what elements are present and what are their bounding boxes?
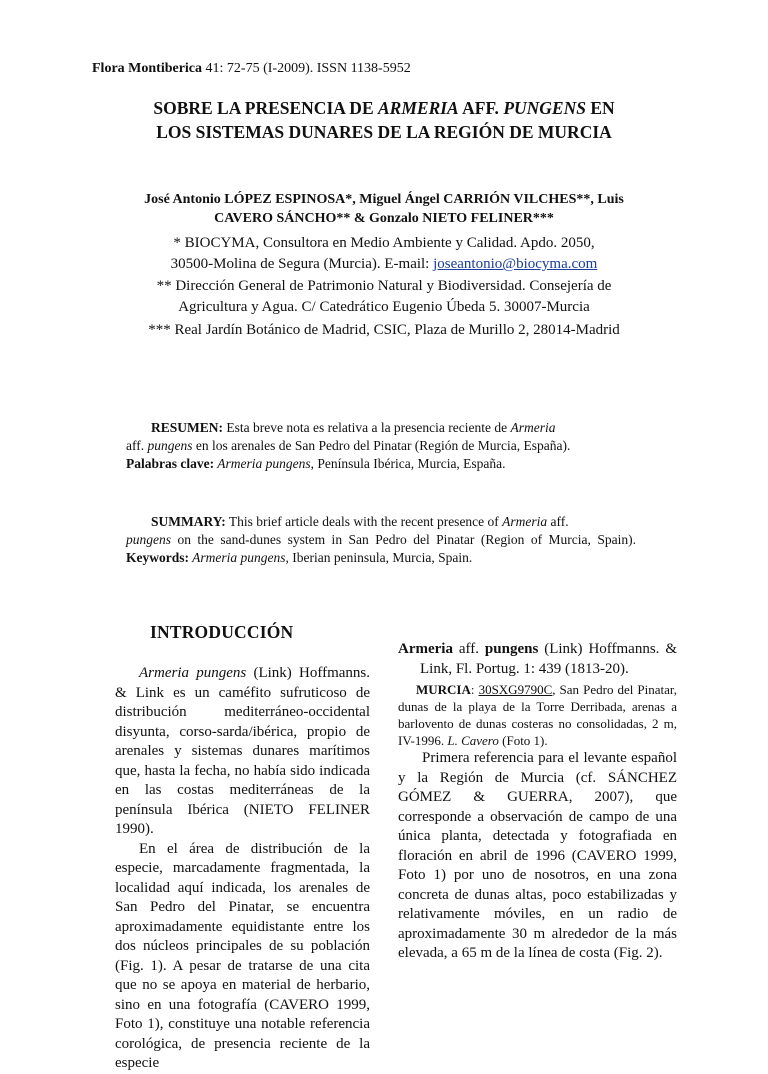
specimen-collector: L. Cavero [447, 733, 499, 748]
authors-line2: CAVERO SÁNCHO** & Gonzalo NIETO FELINER*** [214, 211, 554, 226]
aff3-line: *** Real Jardín Botánico de Madrid, CSIC, Plaza de Murillo 2, 28014-Madrid [148, 322, 620, 338]
summary-text2: aff. [547, 514, 569, 529]
article-title [80, 96, 688, 144]
species-genus: Armeria [398, 641, 453, 657]
specimen-record [398, 681, 677, 749]
journal-volume: 41: 72-75 (I-2009). ISSN 1138-5952 [202, 61, 411, 76]
summary-genus: Armeria [502, 514, 548, 529]
summary-species: pungens [126, 532, 171, 547]
aff1-line2: 30500-Molina de Segura (Murcia). E-mail: [170, 256, 434, 272]
intro-paragraph-1 [115, 664, 370, 840]
journal-name: Flora Montiberica [92, 61, 203, 76]
species-aff: aff. [452, 641, 485, 657]
keywords-label: Keywords: [126, 550, 189, 565]
species-epithet: pungens [484, 641, 539, 657]
summary-label: SUMMARY: [151, 514, 226, 529]
specimen-locality: , San Pedro del Pinatar, dunas de la playa de la Torre Derribada, arenas a barlovento de dunas costeras no consolidadas, 2 m, IV-1996. [398, 682, 677, 748]
species-authority: (Link) Hoffmanns. & Link, Fl. Portug. 1: 439 (1813-20). [420, 641, 677, 677]
title-part1: SOBRE LA PRESENCIA DE [153, 98, 378, 118]
keywords-italic: Armeria pungens [189, 550, 286, 565]
palabras-clave-rest: , Península Ibérica, Murcia, España. [310, 456, 506, 471]
aff2-line2: Agricultura y Agua. C/ Catedrático Eugenio Úbeda 5. 30007-Murcia [178, 299, 590, 315]
intro-paragraph-2: En el área de distribución de la especie, marcadamente fragmentada, la localidad aquí indicada, los arenales de San Pedro del Pinatar, se encuentra aproximadamente equidistante entre los dos núcleos principales de su población (Fig. 1). A pesar de tratarse de una cita que no se apoya en material de herbario, sino en una fotografía (CAVERO 1999, Foto 1), constituye una notable referencia corológica, de presencia reciente de la especie [115, 840, 370, 1071]
title-genus: ARMERIA [378, 98, 459, 118]
palabras-clave-italic: Armeria pungens [214, 456, 311, 471]
keywords-rest: , Iberian peninsula, Murcia, Spain. [285, 550, 473, 565]
resumen-text1: Esta breve nota es relativa a la presencia reciente de [223, 420, 511, 435]
title-part3: EN [585, 98, 615, 118]
summary-block [126, 513, 636, 567]
affiliation-1 [80, 233, 688, 275]
specimen-colon: : [470, 682, 479, 697]
aff1-line1: * BIOCYMA, Consultora en Medio Ambiente y Calidad. Apdo. 2050, [173, 235, 595, 251]
resumen-block [126, 419, 636, 473]
resumen-text2: aff. [126, 438, 148, 453]
title-species: PUNGENS [503, 98, 586, 118]
author-list [80, 190, 688, 228]
intro-p1-rest: (Link) Hoffmanns. & Link es un caméfito sufruticoso de distribución mediterráneo-occidental disyunta, corso-sarda/ibérica, propio de arenales y sistemas dunares marítimos que, hasta la fecha, no había sido indicada en las costas mediterráneas de la península Ibérica (NIETO FELINER 1990). [115, 665, 370, 837]
species-entry [398, 640, 677, 679]
journal-citation [92, 61, 411, 77]
right-paragraph-1: Primera referencia para el levante español y la Región de Murcia (cf. SÁNCHEZ GÓMEZ & GUERRA, 2007), que corresponde a observación de campo de una única planta, detectada y fotografiada en floración en abril de 1996 (CAVERO 1999, Foto 1) por uno de nosotros, en una zona concreta de dunas altas, poco estabilizadas y relativamente móviles, en un radio de aproximadamente 30 m alrededor de la más elevada, a 65 m de la línea de costa (Fig. 2). [398, 750, 677, 961]
specimen-utm: 30SXG9790C [478, 682, 553, 697]
specimen-province: MURCIA [416, 682, 471, 697]
intro-p1-italic: Armeria pungens [139, 665, 247, 681]
resumen-genus: Armeria [510, 420, 556, 435]
palabras-clave-label: Palabras clave: [126, 456, 215, 471]
summary-text1: This brief article deals with the recent presence of [225, 514, 503, 529]
summary-text3: on the sand-dunes system in San Pedro del Pinatar (Region of Murcia, Spain). [171, 532, 636, 547]
left-column [115, 664, 370, 1074]
right-column [398, 640, 677, 964]
authors-line1: José Antonio LÓPEZ ESPINOSA*, Miguel Ángel CARRIÓN VILCHES**, Luis [144, 192, 624, 207]
specimen-end: (Foto 1). [498, 733, 548, 748]
affiliation-3 [80, 320, 688, 341]
title-line2: LOS SISTEMAS DUNARES DE LA REGIÓN DE MURCIA [156, 122, 612, 142]
affiliation-2 [80, 276, 688, 318]
section-heading-introduccion: INTRODUCCIÓN [150, 622, 294, 642]
aff2-line1: ** Dirección General de Patrimonio Natural y Biodiversidad. Consejería de [156, 278, 612, 294]
email-link[interactable]: joseantonio@biocyma.com [433, 256, 598, 272]
resumen-label: RESUMEN: [151, 420, 224, 435]
title-part2: AFF. [458, 98, 504, 118]
resumen-text3: en los arenales de San Pedro del Pinatar (Región de Murcia, España). [192, 438, 571, 453]
resumen-species: pungens [147, 438, 193, 453]
